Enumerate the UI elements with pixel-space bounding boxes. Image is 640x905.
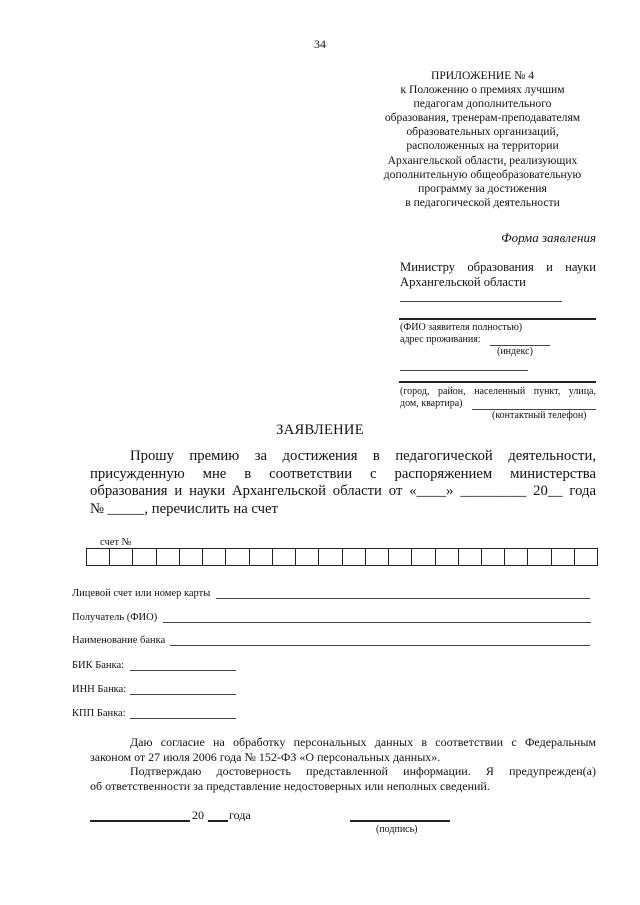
recipient-label: Получатель (ФИО) [72,612,158,623]
page-number: 34 [314,37,326,51]
consent-text [90,735,596,793]
account-digit-cell[interactable] [110,549,133,565]
appendix-block [360,69,605,210]
inn-label: ИНН Банка: [72,684,127,695]
account-label: счет № [100,537,132,548]
body-line: Прошу премию за достижения в педагогической деятельности, [130,448,596,464]
body-line: образования и науки Архангельской области от «____» _________ 20__ года [90,483,596,499]
year-prefix: 20 [192,808,204,822]
addressee-blank-line[interactable] [400,300,562,302]
account-digit-cell[interactable] [366,549,389,565]
kpp-input[interactable] [130,717,236,719]
year-input-line[interactable] [208,820,228,822]
account-digit-cell[interactable] [203,549,226,565]
account-digit-cell[interactable] [552,549,575,565]
account-digit-cell[interactable] [505,549,528,565]
account-digit-cell[interactable] [273,549,296,565]
signature-caption: (подпись) [376,824,418,835]
city-line[interactable] [399,381,596,383]
request-body [90,448,596,518]
kpp-label: КПП Банка: [72,708,126,719]
document-title: ЗАЯВЛЕНИЕ [276,422,364,438]
account-digit-cell[interactable] [459,549,482,565]
bank-name-label: Наименование банка [72,635,166,646]
appendix-line: в педагогической деятельности [405,195,560,209]
fio-line[interactable] [399,318,596,320]
year-suffix: года [229,808,251,822]
account-digit-cell[interactable] [250,549,273,565]
consent-line: законом от 27 июля 2006 года № 152-ФЗ «О персональных данных». [90,749,441,764]
consent-line: Даю согласие на обработку персональных данных в соответствии с Федеральным [130,735,596,749]
phone-caption: (контактный телефон) [492,410,587,421]
addressee-line-1: Министру образования и науки [400,260,596,274]
date-day-line[interactable] [90,820,190,822]
account-digit-cell[interactable] [296,549,319,565]
address-label: адрес проживания: [400,334,481,345]
appendix-line: расположенных на территории [406,139,559,153]
account-digit-cell[interactable] [436,549,459,565]
account-digit-cell[interactable] [575,549,597,565]
consent-line: об ответственности за представление недостоверных или неполных сведений. [90,778,490,793]
appendix-line: к Положению о премиях лучшим [400,83,565,97]
form-label: Форма заявления [501,230,596,245]
account-digit-cell[interactable] [343,549,366,565]
account-digit-cell[interactable] [482,549,505,565]
appendix-title: ПРИЛОЖЕНИЕ № 4 [430,69,535,82]
appendix-line: программу за достижения [418,181,547,195]
personal-account-label: Лицевой счет или номер карты [72,588,211,599]
appendix-line: образования, тренерам-преподавателям [384,111,581,125]
account-number-grid[interactable] [86,548,598,566]
signature-line[interactable] [350,820,450,822]
account-digit-cell[interactable] [226,549,249,565]
inn-input[interactable] [130,693,236,695]
account-digit-cell[interactable] [389,549,412,565]
body-line: присужденную мне в соответствии с распоряжением министерства [90,465,596,482]
fio-caption: (ФИО заявителя полностью) [400,322,523,333]
bank-name-input[interactable] [170,644,590,646]
consent-line: Подтверждаю достоверность представленной информации. Я предупрежден(а) [130,764,596,778]
appendix-line: педагогам дополнительного [413,97,552,111]
appendix-line: дополнительную общеобразовательную [383,167,582,181]
appendix-line: Архангельской области, реализующих [387,153,578,167]
account-digit-cell[interactable] [87,549,110,565]
bik-label: БИК Банка: [72,660,125,671]
city-caption-2: дом, квартира) [400,398,463,409]
body-line: № _____, перечислить на счет [90,500,278,517]
personal-account-input[interactable] [216,597,590,599]
address-line[interactable] [400,369,528,371]
account-digit-cell[interactable] [412,549,435,565]
index-caption: (индекс) [497,346,533,357]
account-digit-cell[interactable] [528,549,551,565]
account-digit-cell[interactable] [180,549,203,565]
account-digit-cell[interactable] [133,549,156,565]
city-caption-1: (город, район, населенный пункт, улица, [400,386,596,397]
recipient-input[interactable] [163,621,591,623]
account-digit-cell[interactable] [157,549,180,565]
addressee-block [400,260,596,290]
appendix-line: образовательных организаций, [406,125,559,139]
addressee-line-2: Архангельской области [400,275,526,289]
bik-input[interactable] [130,669,236,671]
account-digit-cell[interactable] [319,549,342,565]
